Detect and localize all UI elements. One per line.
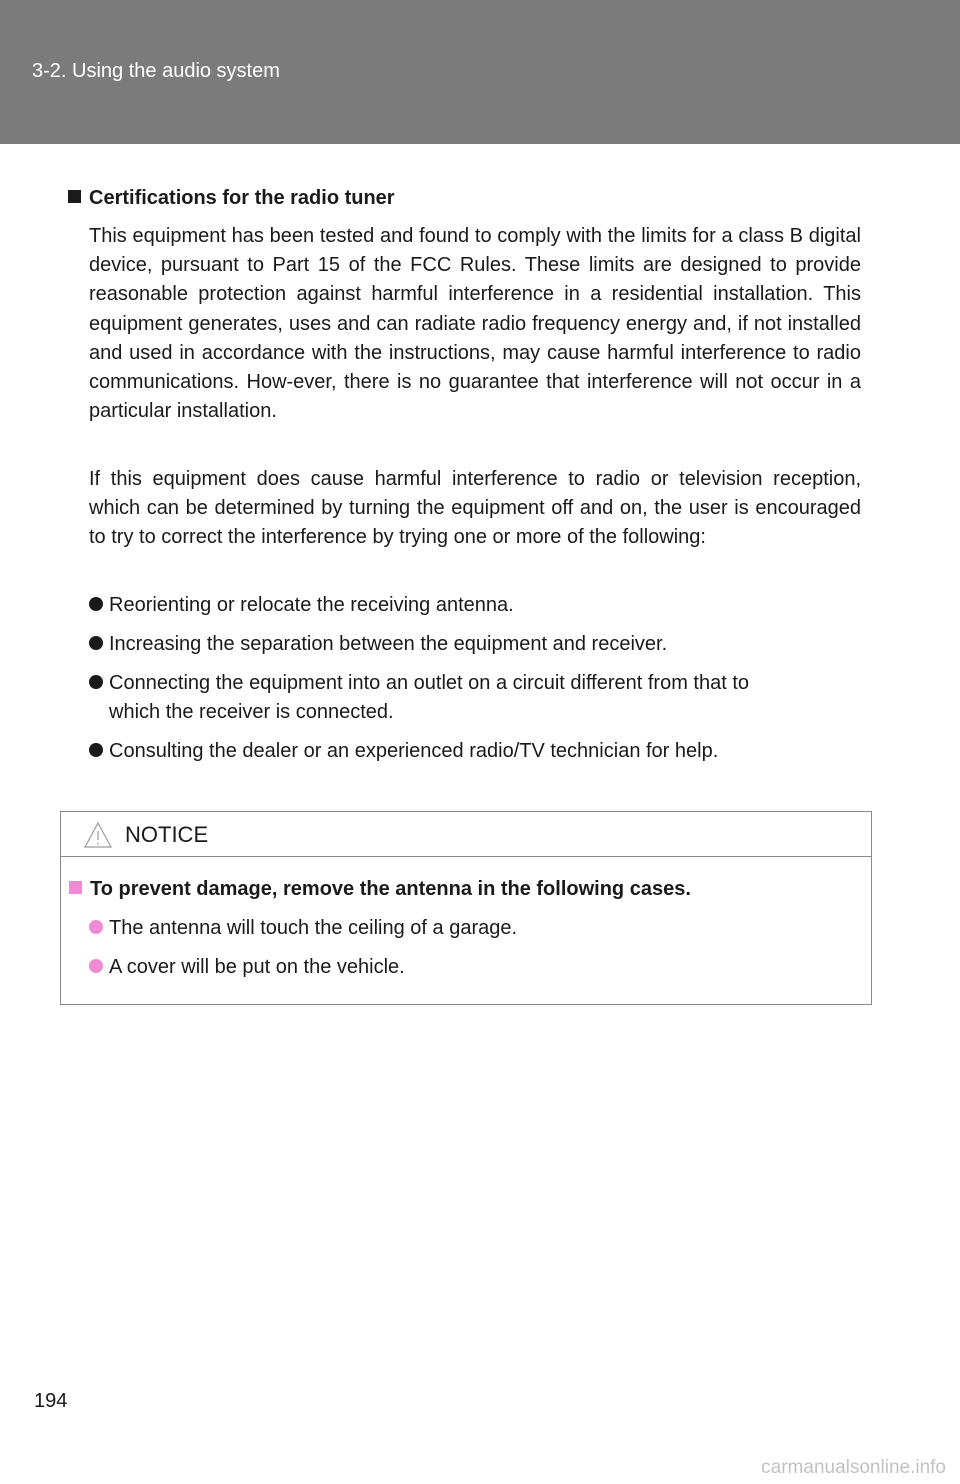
round-bullet-icon — [89, 959, 103, 973]
list-item-continuation: which the receiver is connected. — [109, 701, 394, 723]
round-bullet-icon — [89, 743, 103, 757]
list-item — [89, 914, 517, 942]
list-item-text: Increasing the separation between the equipment and receiver. — [109, 633, 668, 655]
list-item — [89, 737, 861, 766]
round-bullet-icon — [89, 675, 103, 689]
list-item — [89, 953, 405, 981]
list-item — [89, 669, 861, 727]
list-item-text: Connecting the equipment into an outlet on a circuit different from that to — [109, 672, 750, 694]
warning-triangle-icon — [83, 821, 113, 849]
round-bullet-icon — [89, 636, 103, 650]
square-bullet-icon — [69, 881, 82, 894]
list-item-text: A cover will be put on the vehicle. — [109, 956, 405, 978]
certifications-heading-text: Certifications for the radio tuner — [89, 187, 395, 209]
notice-label: NOTICE — [125, 822, 209, 847]
list-item-text: Consulting the dealer or an experienced radio/TV technician for help. — [109, 740, 719, 762]
page-number: 194 — [34, 1390, 68, 1412]
section-title: 3-2. Using the audio system — [32, 60, 280, 82]
list-item — [89, 630, 861, 659]
fcc-paragraph-2: If this equipment does cause harmful interference to radio or television reception, which can be determined by turning the equipment off and on, the user is encouraged to try to correct the interference by trying one or more of the following: — [89, 468, 861, 549]
round-bullet-icon — [89, 597, 103, 611]
notice-box — [60, 811, 872, 1005]
round-bullet-icon — [89, 920, 103, 934]
list-item-text: Reorienting or relocate the receiving antenna. — [109, 594, 514, 616]
notice-heading-text: To prevent damage, remove the antenna in the following cases. — [90, 878, 691, 900]
list-item — [89, 591, 861, 620]
notice-heading — [69, 875, 691, 903]
certifications-heading — [68, 184, 395, 212]
watermark: carmanualsonline.info — [761, 1457, 946, 1478]
list-item-text: The antenna will touch the ceiling of a garage. — [109, 917, 518, 939]
square-bullet-icon — [68, 190, 81, 203]
fcc-paragraph-1: This equipment has been tested and found to comply with the limits for a class B digital device, pursuant to Part 15 of the FCC Rules. These limits are designed to provide reasonable protection against harmful interference in a residential installation. This equipment generates, uses and can radiate radio frequency energy and, if not installed and used in accordance with the instructions, may cause harmful interference to radio communications. How-ever, there is no guarantee that interference will not occur in a particular installation. — [89, 225, 861, 423]
header-band — [0, 0, 960, 144]
notice-header — [61, 812, 871, 857]
